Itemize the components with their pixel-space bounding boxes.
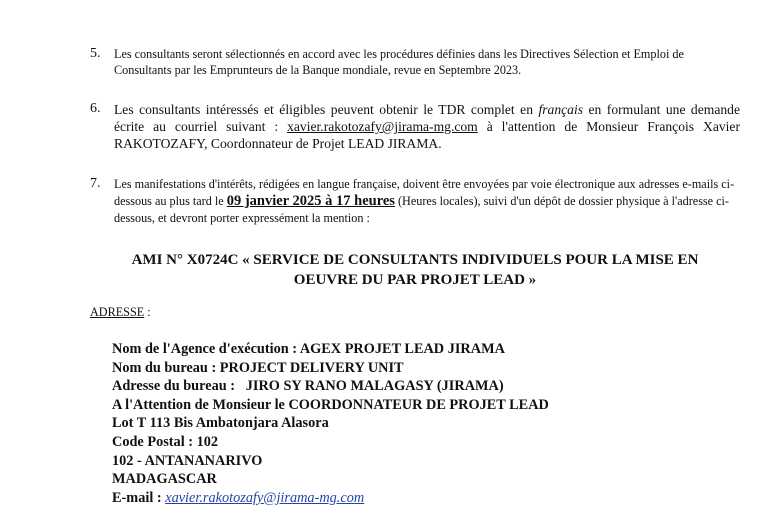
address-line: MADAGASCAR — [112, 471, 217, 488]
item-number: 6. — [90, 101, 101, 116]
title-line: AMI N° X0724C « SERVICE DE CONSULTANTS INDIVIDUELS POUR LA MISE EN — [131, 252, 699, 268]
deadline: 09 janvier 2025 à 17 heures — [226, 193, 395, 209]
address-line: Code Postal : 102 — [112, 433, 219, 450]
address-line: 102 - ANTANANARIVO — [112, 452, 263, 469]
text-segment: à l'attention de Monsieur François Xavier RAKOTOZAFY, Coordonnateur de Projet LEAD JIRAMA. — [114, 119, 740, 151]
email-link[interactable]: xavier.rakotozafy@jirama-mg.com — [287, 119, 478, 134]
item-number: 5. — [90, 46, 101, 61]
italic-word: français — [538, 102, 584, 117]
item-text — [114, 101, 740, 152]
email-line — [112, 489, 549, 508]
text-segment: Les consultants intéressés et éligibles peuvent obtenir le TDR complet en — [114, 102, 533, 117]
address-line: A l'Attention de Monsieur le COORDONNATEUR DE PROJET LEAD — [112, 396, 549, 413]
text-segment: (Heures locales), suivi d'un dépôt de dossier physique à l'adresse ci-dessous, et devront porter expressément la mention : — [114, 194, 729, 225]
item-text — [114, 176, 740, 227]
address-label: ADRESSE — [90, 305, 145, 319]
item-text: Les consultants seront sélectionnés en accord avec les procédures définies dans les Directives Sélection et Emploi de Consultants par les Emprunteurs de la Banque mondiale, revue en Septembre 2023. — [114, 47, 684, 77]
address-line: Lot T 113 Bis Ambatonjara Alasora — [112, 415, 329, 432]
address-line: Nom de l'Agence d'exécution : AGEX PROJET LEAD JIRAMA — [112, 341, 505, 357]
address-heading — [90, 305, 151, 320]
email-label: E-mail : — [112, 489, 166, 506]
text-segment: Les manifestations d'intérêts, rédigées en langue française, doivent être envoyées par voie électronique aux adresses e-mails ci-dessous au plus tard le — [114, 177, 735, 208]
item-number: 7. — [90, 176, 101, 191]
address-colon: : — [144, 305, 151, 319]
title-line: OEUVRE DU PAR PROJET LEAD » — [293, 272, 537, 288]
address-block — [112, 340, 549, 507]
text-segment: en formulant une demande écrite au courriel suivant : — [114, 102, 741, 134]
address-line: Adresse du bureau : JIRO SY RANO MALAGASY (JIRAMA) — [112, 378, 504, 395]
address-line: Nom du bureau : PROJECT DELIVERY UNIT — [112, 359, 404, 376]
email-link[interactable]: xavier.rakotozafy@jirama-mg.com — [165, 489, 365, 506]
ami-title — [90, 250, 740, 290]
